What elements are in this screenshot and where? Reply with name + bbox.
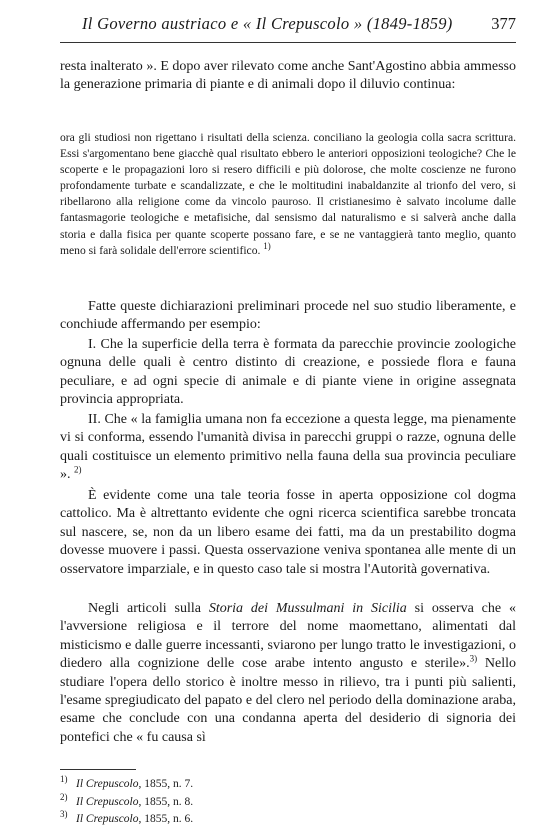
footnote-ref-3: 3)	[469, 653, 478, 664]
paragraph-5-quote: si osserva che « l'avversione religiosa e il terrore del nome maomettano, alimentati dal misticismo e dalle guerre incessanti, sviarono per lungo tratto le investigazioni, o diedero alla cognizione delle cose arabe intento angusto e sterile».	[60, 601, 516, 672]
footnote-source: Il Crepuscolo	[76, 778, 139, 790]
work-title: Storia dei Mussulmani in Sicilia	[208, 601, 407, 616]
footnote-3: 3) Il Crepuscolo, 1855, n. 6.	[60, 809, 194, 825]
paragraph-5-tail: Nello studiare l'opera dello storico è inoltre messo in rilievo, tra i punti più salienti, l'esame spregiudicato del papato e del clero nel periodo della dominazione araba, esame che conclude con una condanna aperta del desiderio di signoria dei pontefici che « fu causa sì	[60, 656, 516, 745]
footnote-citation: , 1855, n. 6.	[138, 813, 194, 825]
running-header	[60, 14, 516, 36]
header-rule	[60, 42, 516, 43]
footnote-source: Il Crepuscolo	[76, 795, 139, 808]
paragraph-1-text: Fatte queste dichiarazioni preliminari procede nel suo studio liberamente, e conchiude affermando per esempio:	[60, 299, 516, 333]
footnote-1: 1) Il Crepuscolo, 1855, n. 7.	[60, 774, 194, 790]
footnote-rule	[60, 769, 136, 770]
paragraph-5	[60, 600, 516, 747]
running-title: Il Governo austriaco e « Il Crepuscolo » (1849-1859)	[82, 14, 453, 33]
footnote-citation: , 1855, n. 7.	[138, 778, 194, 790]
quote-text: ora gli studiosi non rigettano i risultati della scienza. conciliano la geologia colla sacra scrittura. Essi s'argomentano bene giacchè qual risultato ebbero le anteriori opposizioni teologiche? Che le scoperte e le propagazioni loro si resero difficili e più dolorose, che molte coscienze ne furono profondamente turbate e scandalizzate, e che le moltitudini inabaldanzite al trionfo del vero, si ribellarono alla religione come da vincolo pauroso. Il cristianesimo è salvato incolume dalle fantasmagorie teologiche e metafisiche, dal sensismo dal naturalismo e si salverà anche dalla storia e dalla fisica per quante scoperte possano fare, e se ne vantaggierà tanto meglio, quanto meno si farà solidale dell'errore scientifico.	[60, 131, 516, 257]
footnote-ref-2: 2)	[74, 464, 82, 475]
paragraph-3-text: II. Che « la famiglia umana non fa eccezione a questa legge, ma pienamente vi si conforma, essendo l'umanità divisa in parecchi gruppi o razze, ognuna delle quali costituisce un elemento primitivo nella fauna della sua provincia peculiare ».	[60, 412, 516, 483]
block-quote	[60, 130, 516, 259]
paragraph-1	[60, 298, 516, 335]
paragraph-5-lead: Negli articoli sulla	[88, 601, 209, 616]
footnote-ref-1: 1)	[263, 240, 271, 251]
paragraph-3	[60, 411, 516, 485]
intro-text: resta inalterato ». E dopo aver rilevato come anche Sant'Agostino abbia ammesso la generazione primaria di piante e di animali dopo il diluvio continua:	[60, 59, 516, 93]
intro-paragraph	[60, 58, 516, 95]
paragraph-4	[60, 487, 516, 579]
paragraph-2-text: I. Che la superficie della terra è formata da parecchie provincie zoologiche ognuna delle quali è centro distinto di creazione, e possiede flora e fauna peculiare, e ad ogni specie di animale e di piante viene in origine assegnata provincia appropriata.	[60, 337, 516, 408]
footnote-source: Il Crepuscolo	[76, 813, 139, 825]
footnote-citation: , 1855, n. 8.	[138, 795, 194, 808]
footnote-2: 2) Il Crepuscolo, 1855, n. 8.	[60, 791, 194, 808]
paragraph-2	[60, 336, 516, 410]
page-number: 377	[491, 14, 516, 33]
footnotes	[60, 776, 193, 829]
paragraph-4-text: È evidente come una tale teoria fosse in aperta opposizione col dogma cattolico. Ma è altrettanto evidente che ogni ricerca scientifica sarebbe troncata sul nascere, se, non da un libero esame dei fatti, ma da un prestabilito dogma dovesse muovere i passi. Questa osservazione veniva spontanea alle mente di un osservatore imparziale, e in questo caso tale si mostra l'Autorità governativa.	[60, 488, 516, 577]
